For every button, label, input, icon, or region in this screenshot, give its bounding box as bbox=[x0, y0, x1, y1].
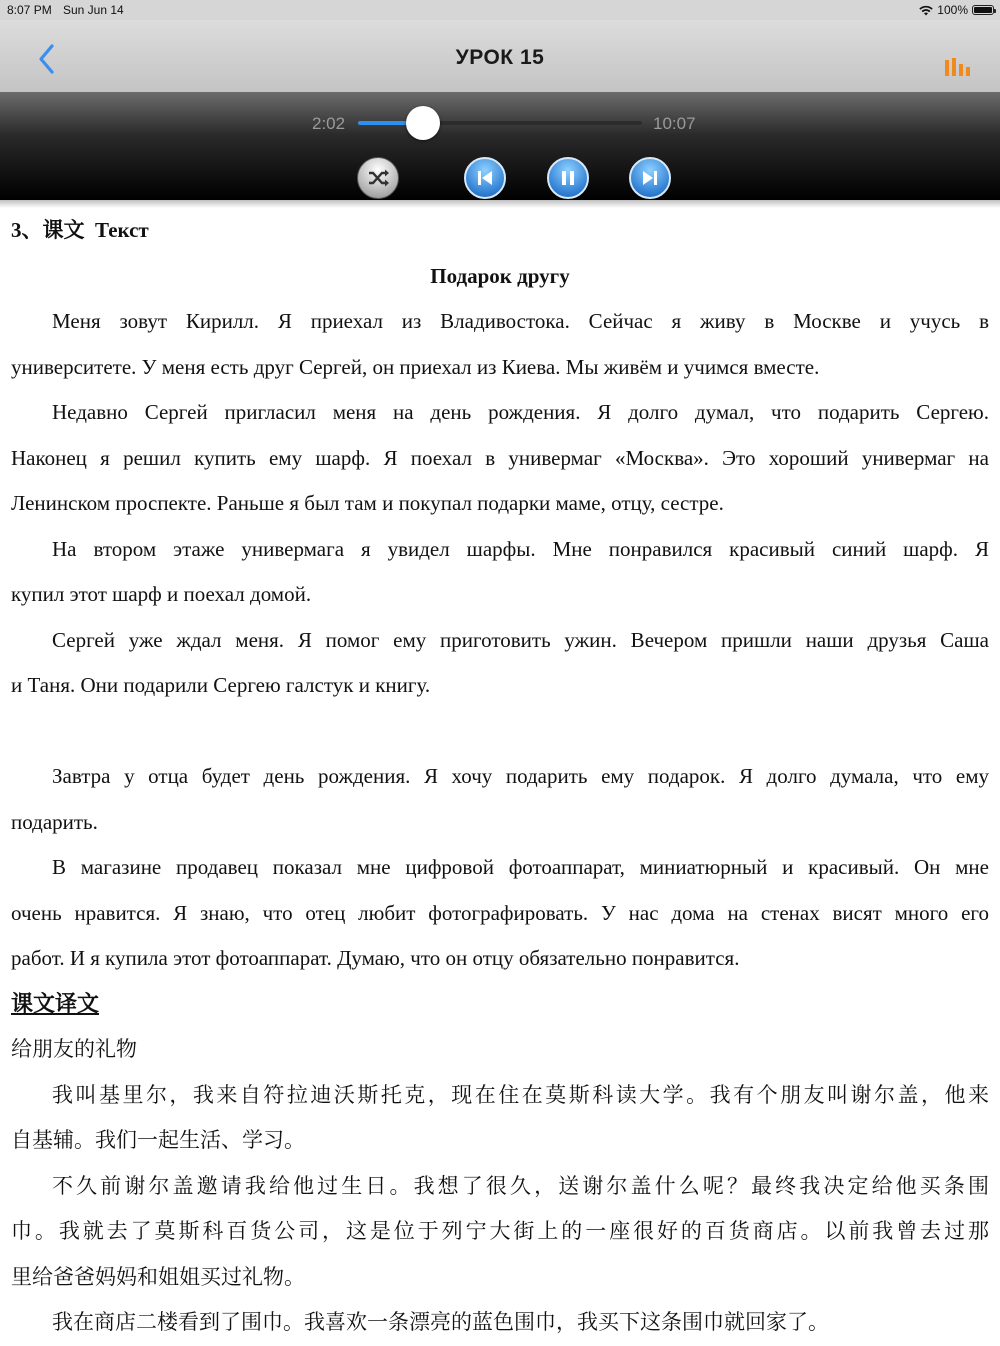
text-line: 不久前谢尔盖邀请我给他过生日。我想了很久，送谢尔盖什么呢？最终我决定给他买条围 bbox=[52, 1173, 989, 1198]
progress-slider[interactable] bbox=[358, 121, 642, 125]
lesson-content bbox=[11, 208, 989, 1346]
pause-icon bbox=[549, 159, 587, 197]
text-line: На втором этаже универмага я увидел шарфы. Мне понравился красивый синий шарф. Я bbox=[52, 536, 989, 561]
status-bar bbox=[0, 0, 1000, 20]
section-ru: Текст bbox=[95, 218, 149, 242]
text-line: подарить. bbox=[11, 809, 98, 834]
text-line: очень нравится. Я знаю, что отец любит фотографировать. У нас дома на стенах висят много его bbox=[11, 900, 989, 925]
previous-track-button[interactable] bbox=[464, 157, 506, 199]
shuffle-icon bbox=[358, 158, 398, 198]
audio-player bbox=[0, 92, 1000, 200]
total-time: 10:07 bbox=[653, 114, 696, 133]
text-line: Наконец я решил купить ему шарф. Я поехал в универмаг «Москва». Это хороший универмаг на bbox=[11, 445, 989, 470]
stats-button[interactable] bbox=[944, 54, 976, 78]
text-line: В магазине продавец показал мне цифровой фотоаппарат, миниатюрный и красивый. Он мне bbox=[52, 855, 989, 879]
chinese-text bbox=[11, 1073, 989, 1346]
translation-title: 给朋友的礼物 bbox=[11, 1037, 137, 1061]
text-line: и Таня. Они подарили Сергею галстук и книгу. bbox=[11, 673, 431, 697]
battery-icon bbox=[972, 5, 994, 15]
next-track-icon bbox=[631, 159, 669, 197]
section-cn: 课文 bbox=[42, 218, 85, 242]
text-line: 我在商店二楼看到了围巾。我喜欢一条漂亮的蓝色围巾，我买下这条围巾就回家了。 bbox=[52, 1310, 829, 1334]
section-number: 3、 bbox=[11, 218, 43, 242]
status-date: Sun Jun 14 bbox=[63, 3, 124, 17]
bar-chart-icon bbox=[944, 54, 976, 78]
text-line: Сергей уже ждал меня. Я помог ему приготовить ужин. Вечером пришли наши друзья Саша bbox=[52, 627, 989, 652]
text-line: купил этот шарф и поехал домой. bbox=[11, 582, 312, 606]
status-time: 8:07 PM bbox=[7, 3, 52, 17]
text-line: Ленинском проспекте. Раньше я был там и покупал подарки маме, отцу, сестре. bbox=[11, 491, 724, 515]
battery-percent: 100% bbox=[937, 3, 968, 17]
wifi-icon bbox=[919, 5, 933, 16]
text-line: 自基辅。我们一起生活、学习。 bbox=[11, 1128, 305, 1152]
pause-button[interactable] bbox=[547, 157, 589, 199]
current-time: 2:02 bbox=[312, 114, 346, 133]
text-title: Подарок другу bbox=[430, 263, 570, 288]
text-line: 里给爸爸妈妈和姐姐买过礼物。 bbox=[11, 1264, 305, 1289]
page-title: УРОК 15 bbox=[455, 46, 545, 69]
text-line: Завтра у отца будет день рождения. Я хочу подарить ему подарок. Я долго думала, что ему bbox=[52, 764, 989, 788]
nav-bar bbox=[0, 20, 1000, 92]
text-line: 巾。我就去了莫斯科百货公司，这是位于列宁大街上的一座很好的百货商店。以前我曾去过那 bbox=[11, 1219, 989, 1243]
translation-heading: 课文译文 bbox=[11, 991, 100, 1017]
russian-text bbox=[11, 299, 989, 982]
status-right bbox=[919, 3, 994, 17]
text-line: 我叫基里尔，我来自符拉迪沃斯托克，现在住在莫斯科读大学。我有个朋友叫谢尔盖，他来 bbox=[52, 1082, 989, 1107]
previous-track-icon bbox=[466, 159, 504, 197]
next-track-button[interactable] bbox=[629, 157, 671, 199]
section-heading bbox=[11, 208, 989, 254]
shuffle-button[interactable] bbox=[357, 157, 399, 199]
text-line bbox=[11, 709, 989, 755]
text-line: Меня зовут Кирилл. Я приехал из Владивостока. Сейчас я живу в Москве и учусь в bbox=[52, 309, 989, 333]
text-line: университете. У меня есть друг Сергей, он приехал из Киева. Мы живём и учимся вместе. bbox=[11, 354, 820, 379]
text-line: работ. И я купила этот фотоаппарат. Думаю, что он отцу обязательно понравится. bbox=[11, 946, 740, 970]
text-line: Недавно Сергей пригласил меня на день рождения. Я долго думал, что подарить Сергею. bbox=[52, 400, 989, 424]
player-shadow bbox=[0, 200, 1000, 208]
progress-thumb[interactable] bbox=[406, 106, 440, 140]
